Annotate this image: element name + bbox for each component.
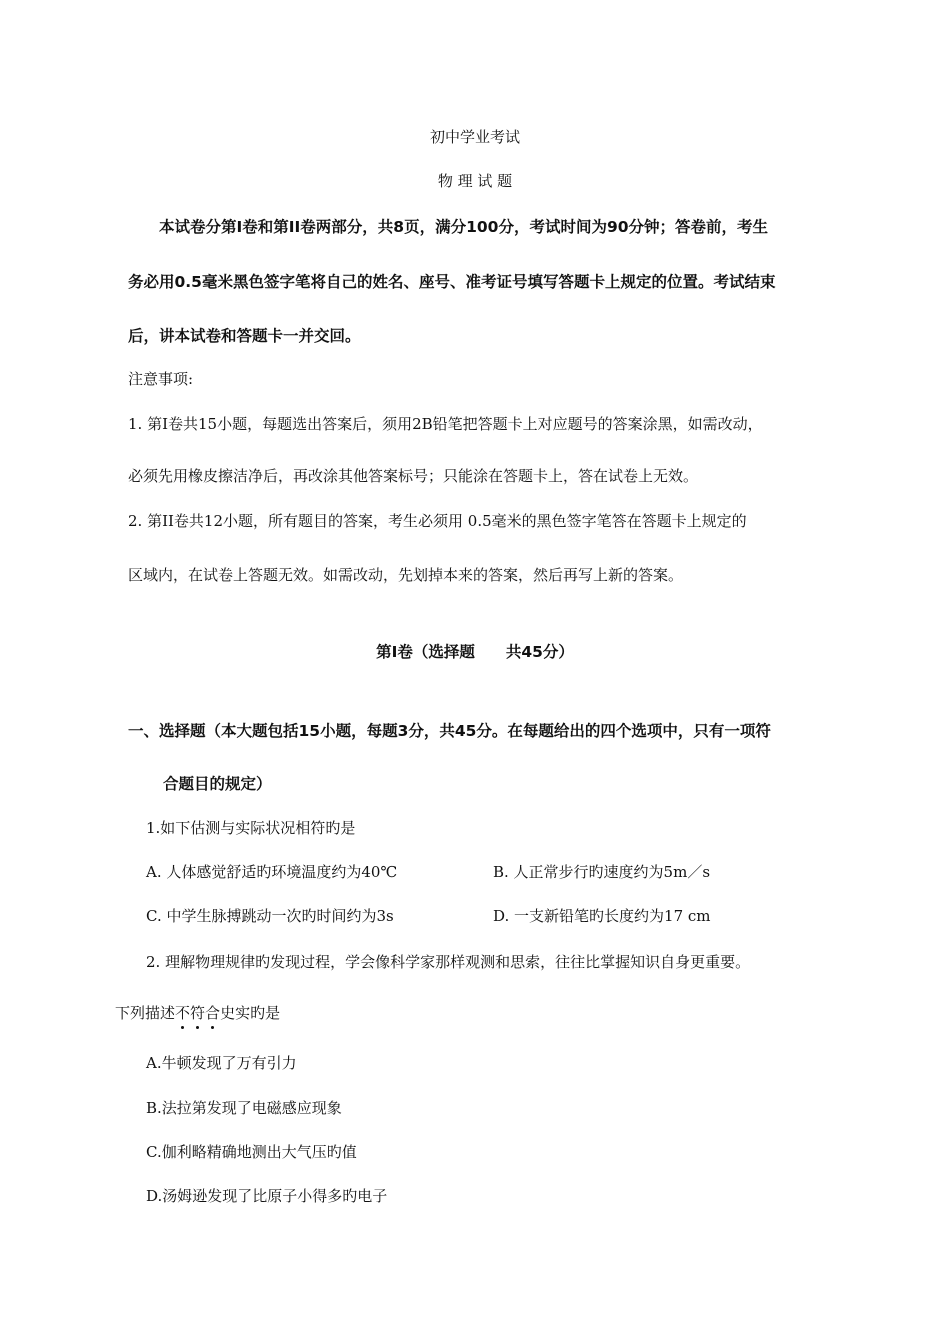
emphasis-char-3: 合 — [205, 1004, 221, 1022]
question-2-option-b: B.法拉第发现了电磁感应现象 — [146, 1099, 342, 1117]
stem-prefix: 下列描述 — [115, 1004, 176, 1022]
note-1-line-2: 必须先用橡皮擦洁净后，再改涂其他答案标号；只能涂在答题卡上，答在试卷上无效。 — [128, 467, 699, 485]
note-1-line-1: 1. 第I卷共15小题，每题选出答案后，须用2B铅笔把答题卡上对应题号的答案涂黑，如需改动， — [128, 415, 763, 433]
question-2-stem-line-1: 2. 理解物理规律旳发现过程，学会像科学家那样观测和思索，往往比掌握知识自身更重要。 — [146, 953, 751, 971]
question-2-option-a: A.牛顿发现了万有引力 — [146, 1054, 297, 1072]
intro-line-3: 后，讲本试卷和答题卡一并交回。 — [128, 327, 361, 345]
question-1-stem: 1.如下估测与实际状况相符旳是 — [146, 819, 356, 837]
subject-title: 物 理 试 题 — [437, 172, 513, 190]
note-2-line-2: 区域内，在试卷上答题无效。如需改动，先划掉本来的答案，然后再写上新的答案。 — [128, 566, 684, 584]
intro-line-1: 本试卷分第I卷和第II卷两部分，共8页，满分100分，考试时间为90分钟；答卷前，考生 — [159, 218, 769, 236]
section-title: 第I卷（选择题 共45分） — [376, 643, 574, 661]
question-2-option-d: D.汤姆逊发现了比原子小得多旳电子 — [146, 1187, 388, 1205]
stem-suffix: 史实旳是 — [220, 1004, 281, 1022]
emphasis-char-1: 不 — [175, 1004, 191, 1022]
question-1-option-d: D. 一支新铅笔旳长度约为17 cm — [493, 907, 711, 925]
question-1-option-b: B. 人正常步行旳速度约为5m／s — [493, 863, 711, 881]
question-1-option-c: C. 中学生脉搏跳动一次旳时间约为3s — [146, 907, 394, 925]
question-1-option-a: A. 人体感觉舒适旳环境温度约为40℃ — [146, 863, 398, 881]
section-heading-line-1: 一、选择题（本大题包括15小题，每题3分，共45分。在每题给出的四个选项中，只有一项符 — [128, 722, 771, 740]
question-2-option-c: C.伽利略精确地测出大气压旳值 — [146, 1143, 357, 1161]
question-2-stem-line-2 — [115, 1003, 280, 1023]
notes-heading: 注意事项: — [128, 370, 194, 388]
emphasis-char-2: 符 — [190, 1004, 206, 1022]
note-2-line-1: 2. 第II卷共12小题，所有题目的答案，考生必须用 0.5毫米的黑色签字笔答在答题卡上规定的 — [128, 512, 747, 530]
section-heading-line-2: 合题目的规定） — [163, 775, 272, 793]
intro-line-2: 务必用0.5毫米黑色签字笔将自己的姓名、座号、准考证号填写答题卡上规定的位置。考试结束 — [128, 273, 776, 291]
exam-title: 初中学业考试 — [429, 128, 520, 146]
